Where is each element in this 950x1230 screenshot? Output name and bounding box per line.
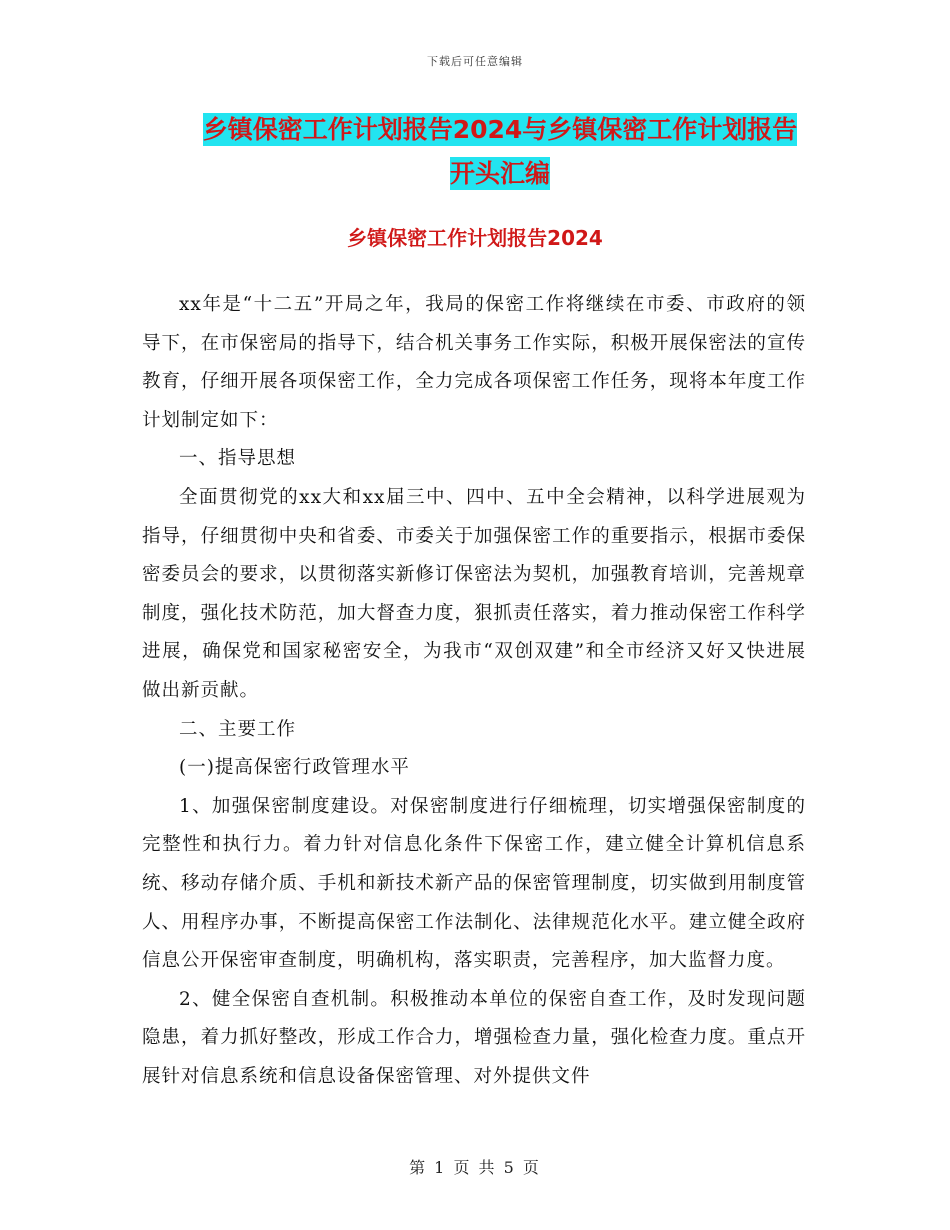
paragraph-item-1: 1、加强保密制度建设。对保密制度进行仔细梳理，切实增强保密制度的完整性和执行力。着力针对信息化条件下保密工作，建立健全计算机信息系统、移动存储介质、手机和新技术新产品的保密管理制度，切实做到用制度管人、用程序办事，不断提高保密工作法制化、法律规范化水平。建立健全政府信息公开保密审查制度，明确机构，落实职责，完善程序，加大监督力度。 <box>142 795 806 972</box>
section-title: 乡镇保密工作计划报告2024 <box>347 226 603 250</box>
paragraph-intro: xx年是“十二五”开局之年，我局的保密工作将继续在市委、市政府的领导下，在市保密局的指导下，结合机关事务工作实际，积极开展保密法的宣传教育，仔细开展各项保密工作，全力完成各项保密工作任务，现将本年度工作计划制定如下： <box>142 294 806 431</box>
document-title-line-1: 乡镇保密工作计划报告2024与乡镇保密工作计划报告 <box>202 115 798 144</box>
heading-guiding-ideology: 一、指导思想 <box>179 448 297 470</box>
document-body <box>142 286 806 1096</box>
subheading-admin-management: (一)提高保密行政管理水平 <box>179 757 410 779</box>
paragraph-item-2: 2、健全保密自查机制。积极推动本单位的保密自查工作，及时发现问题隐患，着力抓好整改，形成工作合力，增强检查力量，强化检查力度。重点开展针对信息系统和信息设备保密管理、对外提供文件 <box>142 988 806 1087</box>
page-header-note: 下载后可任意编辑 <box>427 55 523 68</box>
paragraph-guiding-ideology: 全面贯彻党的xx大和xx届三中、四中、五中全会精神，以科学进展观为指导，仔细贯彻中央和省委、市委关于加强保密工作的重要指示，根据市委保密委员会的要求，以贯彻落实新修订保密法为契机，加强教育培训，完善规章制度，强化技术防范，加大督查力度，狠抓责任落实，着力推动保密工作科学进展，确保党和国家秘密安全，为我市“双创双建”和全市经济又好又快进展做出新贡献。 <box>142 486 806 701</box>
page-number: 第 1 页 共 5 页 <box>409 1158 541 1177</box>
document-title <box>130 108 870 196</box>
heading-main-work: 二、主要工作 <box>179 718 297 740</box>
document-title-line-2: 开头汇编 <box>449 159 550 188</box>
